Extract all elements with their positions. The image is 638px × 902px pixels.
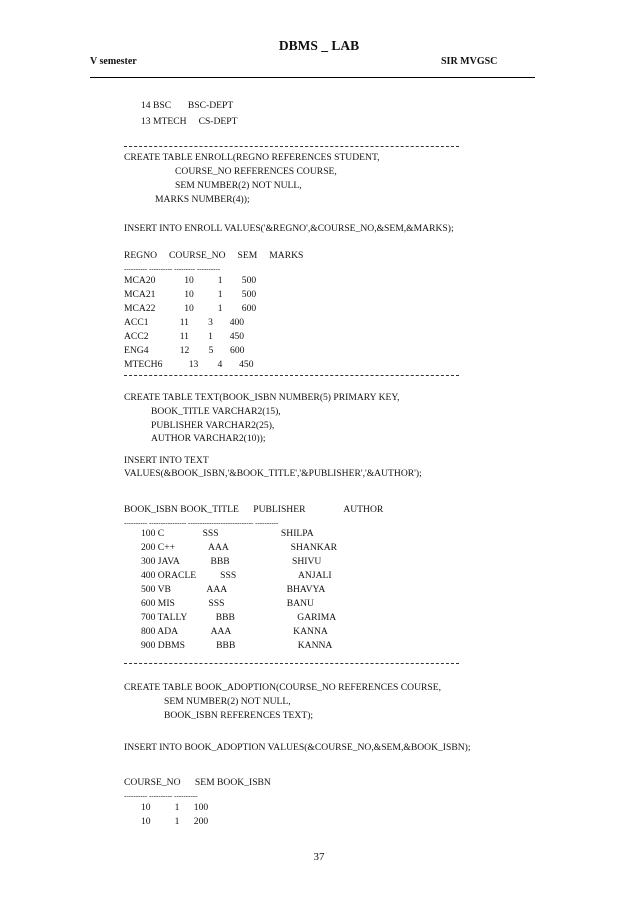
text-line: INSERT INTO ENROLL VALUES('&REGNO',&COURSE_NO,&SEM,&MARKS); [124, 223, 454, 234]
table-row: MTECH6 13 4 450 [124, 359, 254, 370]
text-line: BOOK_TITLE VARCHAR2(15), [151, 406, 281, 417]
text-line: PUBLISHER VARCHAR2(25), [151, 420, 275, 431]
table-row: ACC2 11 1 450 [124, 331, 245, 342]
table-header: COURSE_NO SEM BOOK_ISBN [124, 777, 271, 788]
table-row: 300 JAVA BBB SHIVU [141, 556, 322, 567]
table-row: 10 1 100 [141, 802, 209, 813]
table-row: 400 ORACLE SSS ANJALI [141, 570, 332, 581]
table-row: 100 C SSS SHILPA [141, 528, 314, 539]
table-header: REGNO COURSE_NO SEM MARKS [124, 250, 304, 261]
text-line: 14 BSC BSC-DEPT [141, 100, 234, 111]
text-line: VALUES(&BOOK_ISBN,'&BOOK_TITLE','&PUBLISHER','&AUTHOR'); [124, 468, 422, 479]
table-row: 500 VB AAA BHAVYA [141, 584, 326, 595]
text-line: CREATE TABLE ENROLL(REGNO REFERENCES STUDENT, [124, 152, 380, 163]
table-header: BOOK_ISBN BOOK_TITLE PUBLISHER AUTHOR [124, 504, 384, 515]
text-line: CREATE TABLE BOOK_ADOPTION(COURSE_NO REFERENCES COURSE, [124, 682, 441, 693]
text-line: MARKS NUMBER(4)); [155, 194, 250, 205]
table-rule: ---------- ---------- ---------- [124, 792, 198, 800]
table-row: ACC1 11 3 400 [124, 317, 245, 328]
table-row: MCA22 10 1 600 [124, 303, 257, 314]
text-line: 13 MTECH CS-DEPT [141, 116, 238, 127]
table-rule: ---------- ---------- --------- ---------- [124, 265, 221, 273]
table-row: MCA21 10 1 500 [124, 289, 257, 300]
table-rule: ---------- ---------------- ---------------------------- ---------- [124, 519, 279, 527]
table-row: ENG4 12 5 600 [124, 345, 245, 356]
dashed-separator [124, 146, 459, 147]
header-title: DBMS _ LAB [278, 38, 360, 53]
table-row: 10 1 200 [141, 816, 209, 827]
dashed-separator [124, 375, 459, 376]
table-row: 700 TALLY BBB GARIMA [141, 612, 337, 623]
text-line: INSERT INTO BOOK_ADOPTION VALUES(&COURSE_NO,&SEM,&BOOK_ISBN); [124, 742, 471, 753]
header-rule [90, 77, 535, 78]
text-line: COURSE_NO REFERENCES COURSE, [175, 166, 337, 177]
text-line: CREATE TABLE TEXT(BOOK_ISBN NUMBER(5) PRIMARY KEY, [124, 392, 400, 403]
table-row: 900 DBMS BBB KANNA [141, 640, 333, 651]
header-semester: V semester [90, 56, 137, 67]
header-author: SIR MVGSC [441, 56, 498, 67]
text-line: AUTHOR VARCHAR2(10)); [151, 433, 266, 444]
table-row: 200 C++ AAA SHANKAR [141, 542, 338, 553]
text-line: INSERT INTO TEXT [124, 455, 209, 466]
table-row: MCA20 10 1 500 [124, 275, 257, 286]
text-line: SEM NUMBER(2) NOT NULL, [164, 696, 291, 707]
text-line: BOOK_ISBN REFERENCES TEXT); [164, 710, 314, 721]
dashed-separator [124, 663, 459, 664]
table-row: 600 MIS SSS BANU [141, 598, 314, 609]
page-number: 37 [313, 851, 325, 863]
table-row: 800 ADA AAA KANNA [141, 626, 328, 637]
text-line: SEM NUMBER(2) NOT NULL, [175, 180, 302, 191]
